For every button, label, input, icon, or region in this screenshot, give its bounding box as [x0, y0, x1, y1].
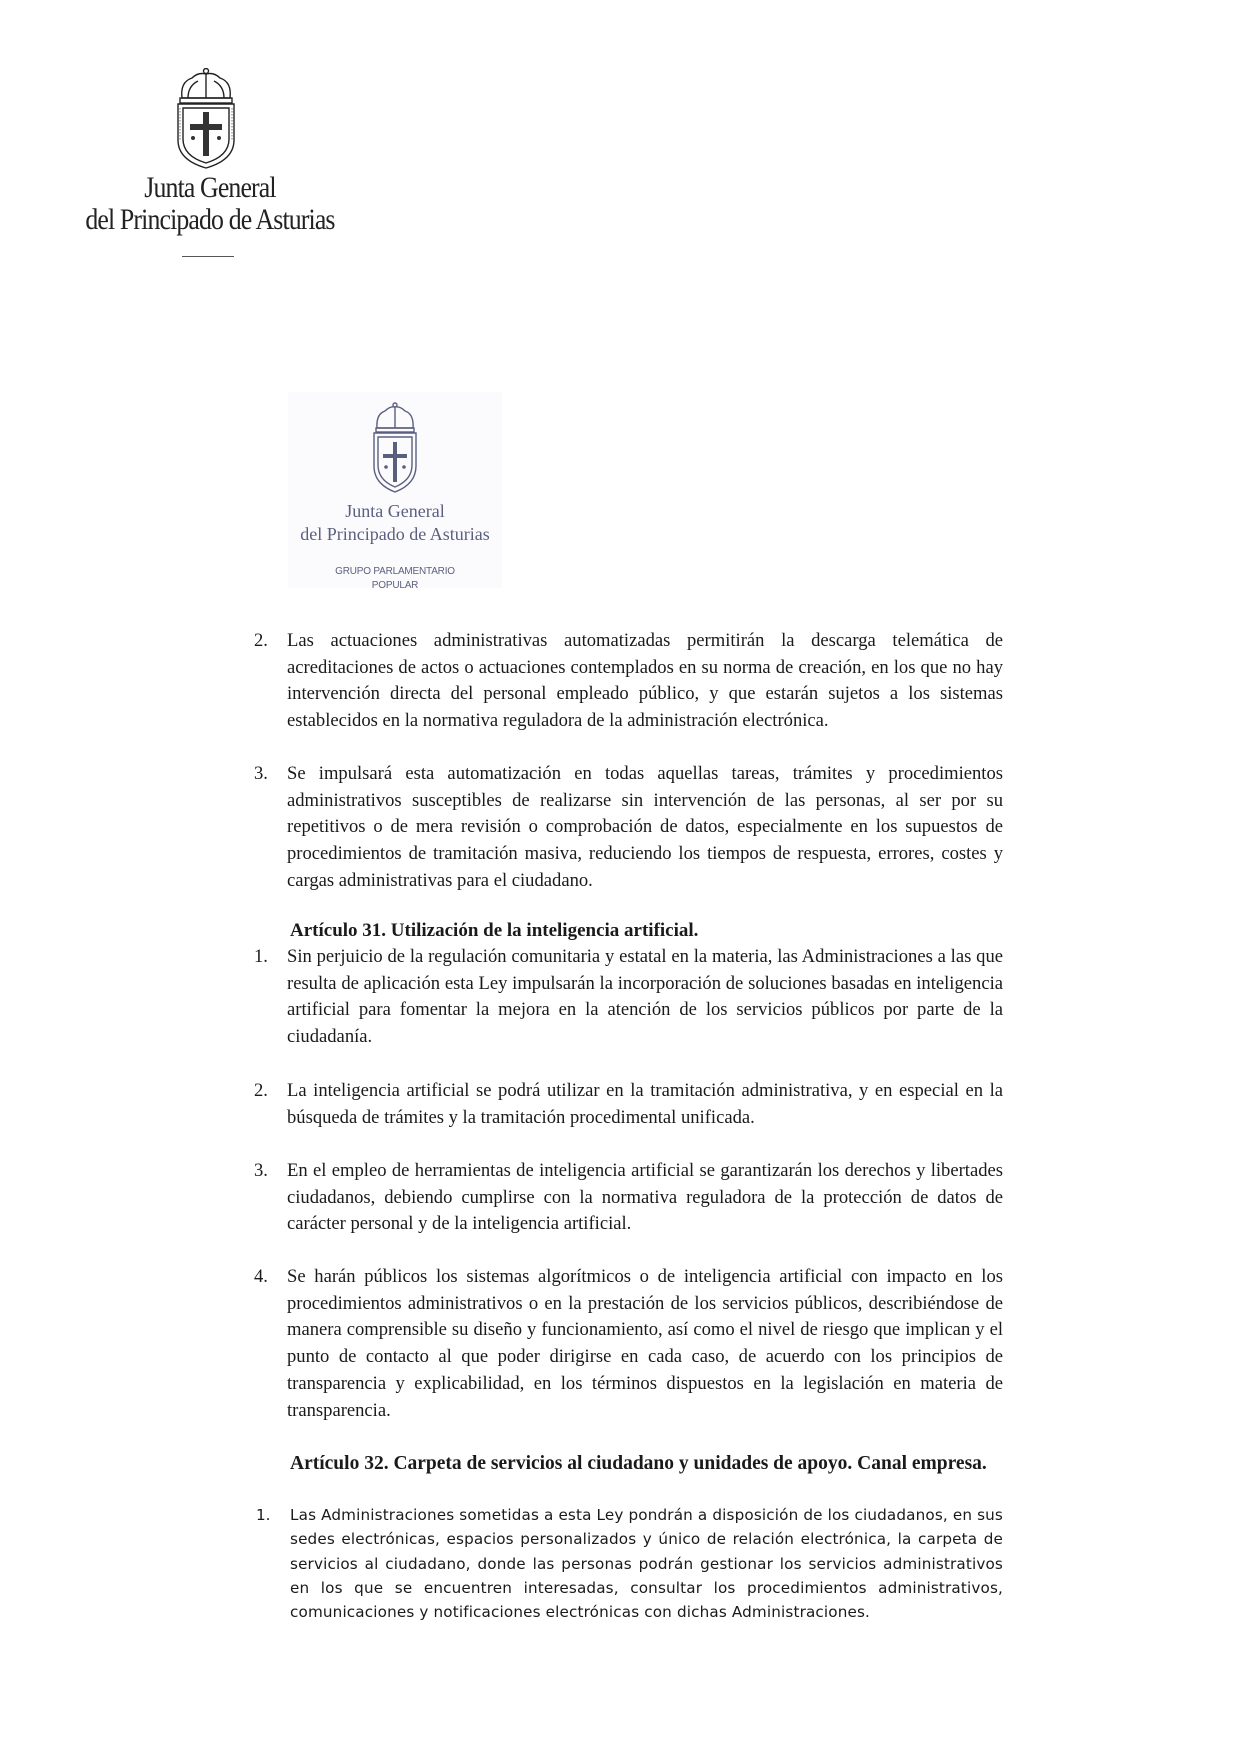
item-text: Se impulsará esta automatización en todas aquellas tareas, trámites y procedimientos administrativos susceptibles de realizarse sin intervención de las personas, al ser por su repetitivos o de mera revisión o comprobación de datos, especialmente en los supuestos de procedimientos de tramitación masiva, reduciendo los tiempos de respuesta, errores, costes y cargas administrativas para el ciudadano. [287, 763, 1003, 891]
item-number: 1. [254, 946, 268, 967]
group-coat-of-arms-logo [369, 402, 421, 494]
group-logo-subtitle-line2: POPULAR [371, 580, 419, 591]
item-number: 2. [254, 1080, 268, 1101]
header-divider [182, 256, 234, 257]
item-text: Las actuaciones administrativas automatizadas permitirán la descarga telemática de acreditaciones de actos o actuaciones contemplados en su norma de creación, en los que no hay intervención directa del personal empleado público, y que estarán sujetos a los sistemas establecidos en la normativa reguladora de la administración electrónica. [287, 630, 1003, 732]
item-text: La inteligencia artificial se podrá utilizar en la tramitación administrativa, y en especial en la búsqueda de trámites y la tramitación procedimental unificada. [287, 1080, 1003, 1128]
group-logo-title-line1: Junta General [345, 501, 445, 521]
item-number: 1. [256, 1506, 271, 1524]
item-text: Sin perjuicio de la regulación comunitaria y estatal en la materia, las Administraciones a las que resulta de aplicación esta Ley impulsarán la incorporación de soluciones basadas en inteligencia artificial para fomentar la mejora en la atención de los servicios públicos por parte de la ciudadanía. [287, 946, 1003, 1048]
item-number: 3. [254, 1160, 268, 1181]
group-logo-subtitle-line1: GRUPO PARLAMENTARIO [335, 566, 455, 577]
item-number: 3. [254, 763, 268, 784]
item-text: En el empleo de herramientas de inteligencia artificial se garantizarán los derechos y libertades ciudadanos, debiendo cumplirse con la normativa reguladora de la protección de datos de carácter personal y de la inteligencia artificial. [287, 1160, 1003, 1235]
article-32-heading: Artículo 32. Carpeta de servicios al ciudadano y unidades de apoyo. Canal empresa. [290, 1453, 987, 1474]
header-title-line1: Junta General [144, 171, 276, 204]
header-title-line2: del Principado de Asturias [85, 203, 335, 236]
item-number: 2. [254, 630, 268, 651]
item-text: Las Administraciones sometidas a esta Ley pondrán a disposición de los ciudadanos, en sus sedes electrónicas, espacios personalizados y único de relación electrónica, la carpeta de servicios al ciudadano, donde las personas podrán gestionar los servicios administrativos en los que se encuentren interesadas, consultar los procedimientos administrativos, comunicaciones y notificaciones electrónicas con dichas Administraciones. [290, 1506, 1003, 1622]
item-number: 4. [254, 1266, 268, 1287]
item-text: Se harán públicos los sistemas algorítmicos o de inteligencia artificial con impacto en los procedimientos administrativos o en la prestación de los servicios públicos, describiéndose de manera comprensible su diseño y funcionamiento, así como el nivel de riesgo que implican y el punto de contacto al que poder dirigirse en cada caso, de acuerdo con los principios de transparencia y explicabilidad, en los términos dispuestos en la legislación en materia de transparencia. [287, 1266, 1003, 1421]
article-31-heading: Artículo 31. Utilización de la inteligencia artificial. [290, 920, 699, 941]
coat-of-arms-logo [168, 68, 244, 170]
group-logo-title-line2: del Principado de Asturias [300, 524, 490, 544]
